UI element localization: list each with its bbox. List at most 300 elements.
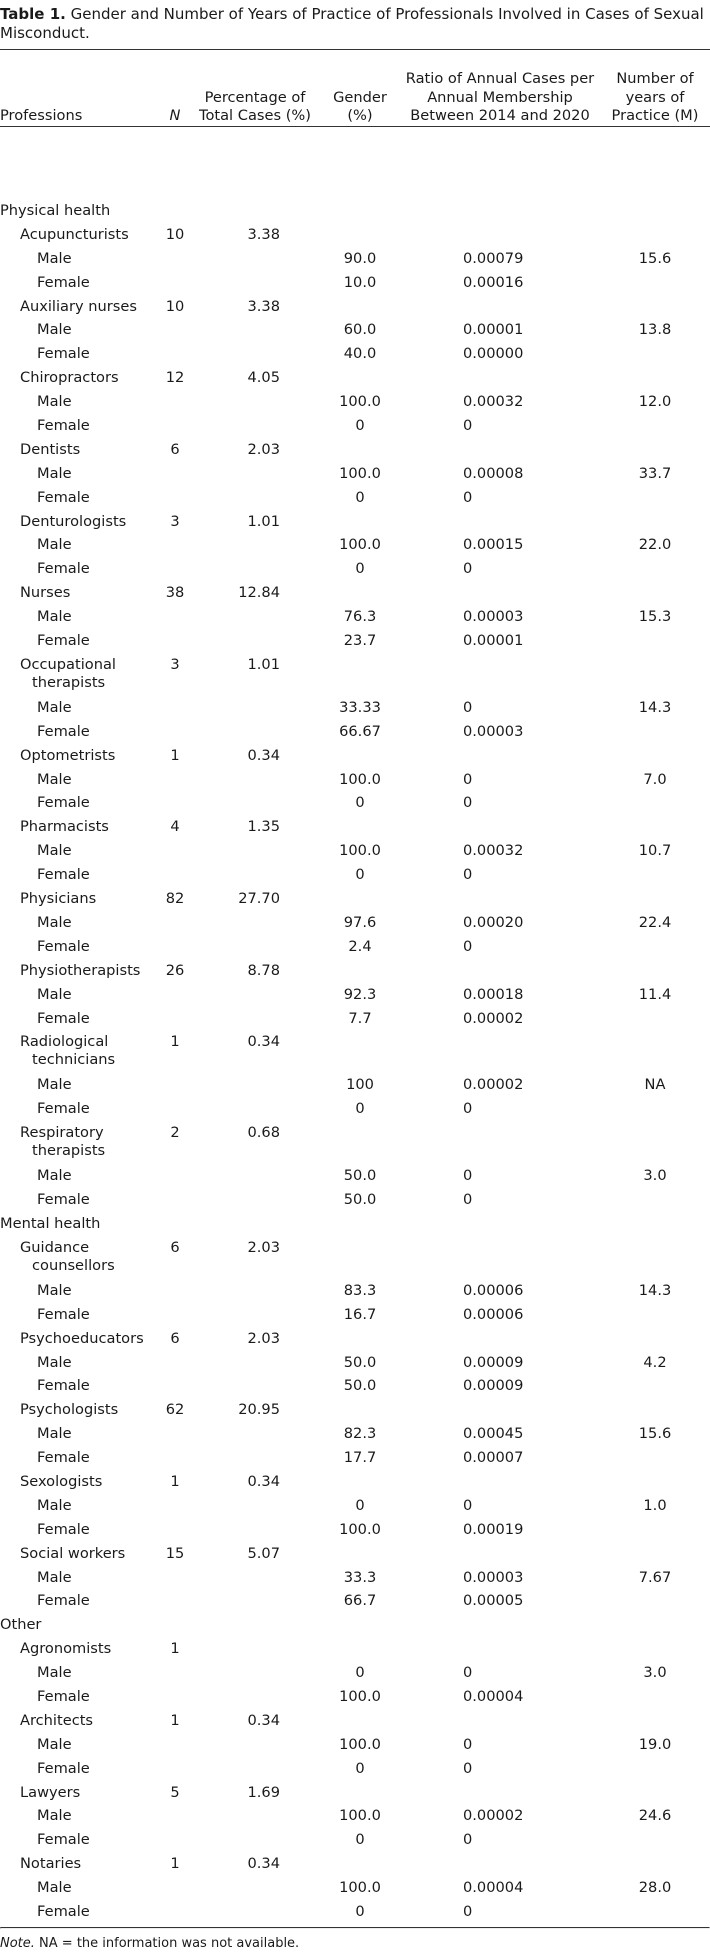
cell-percentage bbox=[190, 1640, 320, 1664]
cell-percentage: 5.07 bbox=[247, 1544, 280, 1562]
profession-row bbox=[0, 369, 710, 393]
gender-row bbox=[0, 1569, 710, 1593]
cell-gender bbox=[320, 584, 400, 608]
cell-ratio: 0.00000 bbox=[463, 345, 524, 363]
gender-label: Male bbox=[37, 1496, 72, 1514]
cell-ratio: 0.00009 bbox=[463, 1377, 524, 1395]
cell-ratio: 0.00004 bbox=[463, 1687, 524, 1705]
gender-label: Female bbox=[37, 1191, 90, 1209]
cell-percentage bbox=[190, 1521, 320, 1545]
cell-ratio: 0.00015 bbox=[463, 536, 524, 554]
cell-percentage bbox=[190, 842, 320, 866]
header-gender: Gender (%) bbox=[333, 88, 387, 124]
cell-ratio: 0.00079 bbox=[463, 249, 524, 267]
profession-row bbox=[0, 1124, 710, 1167]
gender-label: Male bbox=[37, 913, 72, 931]
cell-gender bbox=[320, 1124, 400, 1167]
profession-row bbox=[0, 1330, 710, 1354]
cell-years bbox=[600, 202, 710, 226]
gender-row bbox=[0, 345, 710, 369]
cell-percentage bbox=[190, 1010, 320, 1034]
cell-ratio: 0.00002 bbox=[463, 1076, 524, 1094]
cell-ratio: 0.00045 bbox=[463, 1425, 524, 1443]
section-row bbox=[0, 1616, 710, 1640]
cell-gender: 100.0 bbox=[339, 536, 381, 554]
cell-percentage bbox=[190, 1616, 320, 1640]
cell-n bbox=[160, 986, 190, 1010]
cell-n: 10 bbox=[165, 225, 185, 243]
gender-row bbox=[0, 1306, 710, 1330]
cell-percentage: 2.03 bbox=[247, 440, 280, 458]
cell-years: 4.2 bbox=[643, 1353, 667, 1371]
cell-percentage: 27.70 bbox=[238, 890, 280, 908]
cell-gender: 90.0 bbox=[343, 249, 377, 267]
cell-years: 3.0 bbox=[643, 1664, 667, 1682]
cell-n bbox=[160, 345, 190, 369]
cell-percentage: 1.35 bbox=[247, 818, 280, 836]
cell-gender bbox=[320, 1215, 400, 1239]
cell-percentage: 0.34 bbox=[247, 1033, 280, 1051]
profession-label: Acupuncturists bbox=[20, 225, 129, 243]
gender-row bbox=[0, 1831, 710, 1855]
cell-ratio bbox=[400, 1033, 600, 1076]
cell-percentage bbox=[190, 1306, 320, 1330]
profession-label: Architects bbox=[20, 1711, 94, 1729]
gender-label: Female bbox=[37, 1377, 90, 1395]
cell-percentage bbox=[190, 1191, 320, 1215]
gender-row bbox=[0, 1807, 710, 1831]
cell-years bbox=[600, 1100, 710, 1124]
cell-percentage bbox=[190, 1167, 320, 1191]
cell-gender: 50.0 bbox=[343, 1377, 377, 1395]
cell-n: 38 bbox=[165, 584, 185, 602]
cell-years bbox=[600, 1306, 710, 1330]
gender-label: Female bbox=[37, 632, 90, 650]
cell-n bbox=[160, 608, 190, 632]
cell-gender: 82.3 bbox=[343, 1425, 377, 1443]
cell-years: 14.3 bbox=[638, 1281, 672, 1299]
gender-label: Male bbox=[37, 393, 72, 411]
profession-row bbox=[0, 298, 710, 322]
cell-ratio bbox=[400, 890, 600, 914]
cell-gender bbox=[320, 1473, 400, 1497]
cell-n bbox=[160, 794, 190, 818]
gender-label: Female bbox=[37, 1520, 90, 1538]
cell-percentage bbox=[190, 1215, 320, 1239]
cell-years bbox=[600, 1521, 710, 1545]
cell-ratio: 0 bbox=[463, 770, 473, 788]
cell-n bbox=[160, 632, 190, 656]
cell-n bbox=[160, 866, 190, 890]
cell-n bbox=[160, 1010, 190, 1034]
profession-label bbox=[0, 1239, 160, 1282]
cell-ratio bbox=[400, 513, 600, 537]
cell-years bbox=[600, 1592, 710, 1616]
cell-ratio: 0.00016 bbox=[463, 273, 524, 291]
caption-label: Table 1. bbox=[0, 5, 66, 23]
cell-years bbox=[600, 1215, 710, 1239]
cell-n bbox=[160, 723, 190, 747]
cell-ratio: 0.00005 bbox=[463, 1592, 524, 1610]
profession-row bbox=[0, 1784, 710, 1808]
table-body bbox=[0, 202, 710, 1927]
cell-ratio bbox=[400, 747, 600, 771]
cell-years bbox=[600, 560, 710, 584]
cell-percentage bbox=[190, 771, 320, 795]
gender-label: Male bbox=[37, 770, 72, 788]
gender-label: Female bbox=[37, 1903, 90, 1920]
cell-years bbox=[600, 345, 710, 369]
cell-ratio bbox=[400, 1784, 600, 1808]
cell-percentage bbox=[190, 1736, 320, 1760]
cell-gender bbox=[320, 1640, 400, 1664]
cell-years bbox=[600, 866, 710, 890]
cell-gender: 83.3 bbox=[343, 1281, 377, 1299]
cell-percentage bbox=[190, 1688, 320, 1712]
gender-label: Female bbox=[37, 345, 90, 363]
profession-row bbox=[0, 890, 710, 914]
cell-n bbox=[160, 1449, 190, 1473]
gender-row bbox=[0, 1592, 710, 1616]
cell-percentage: 1.01 bbox=[247, 512, 280, 530]
section-label: Physical health bbox=[0, 202, 111, 219]
cell-years bbox=[600, 938, 710, 962]
cell-n bbox=[160, 938, 190, 962]
gender-label: Male bbox=[37, 1076, 72, 1094]
section-label: Other bbox=[0, 1616, 42, 1634]
cell-percentage: 0.34 bbox=[247, 746, 280, 764]
gender-row bbox=[0, 1282, 710, 1306]
gender-row bbox=[0, 938, 710, 962]
cell-years bbox=[600, 1330, 710, 1354]
header-professions: Professions bbox=[0, 107, 83, 124]
cell-gender bbox=[320, 890, 400, 914]
cell-ratio: 0 bbox=[463, 1100, 473, 1118]
profession-label: Notaries bbox=[20, 1855, 82, 1873]
cell-percentage bbox=[190, 489, 320, 513]
cell-gender bbox=[320, 1855, 400, 1879]
cell-years bbox=[600, 1191, 710, 1215]
gender-label: Female bbox=[37, 866, 90, 884]
profession-row bbox=[0, 1855, 710, 1879]
cell-gender: 92.3 bbox=[343, 985, 377, 1003]
cell-gender: 100.0 bbox=[339, 1520, 381, 1538]
cell-n: 1 bbox=[170, 1472, 180, 1490]
cell-percentage bbox=[190, 274, 320, 298]
cell-years: 3.0 bbox=[643, 1167, 667, 1185]
cell-gender bbox=[320, 1330, 400, 1354]
cell-percentage bbox=[190, 1760, 320, 1784]
cell-gender bbox=[320, 656, 400, 699]
cell-ratio: 0.00020 bbox=[463, 913, 524, 931]
profession-row bbox=[0, 226, 710, 250]
cell-percentage bbox=[190, 1592, 320, 1616]
cell-gender: 66.7 bbox=[343, 1592, 377, 1610]
cell-gender bbox=[320, 1033, 400, 1076]
gender-row bbox=[0, 842, 710, 866]
cell-n bbox=[160, 771, 190, 795]
cell-ratio: 0.00006 bbox=[463, 1305, 524, 1323]
cell-ratio: 0 bbox=[463, 1903, 473, 1920]
gender-label: Female bbox=[37, 722, 90, 740]
cell-gender: 100.0 bbox=[339, 1735, 381, 1753]
cell-ratio bbox=[400, 1124, 600, 1167]
cell-percentage bbox=[190, 1449, 320, 1473]
cell-percentage bbox=[190, 723, 320, 747]
cell-years bbox=[600, 1616, 710, 1640]
table-header bbox=[0, 50, 710, 202]
cell-gender: 60.0 bbox=[343, 321, 377, 339]
cell-n bbox=[160, 465, 190, 489]
cell-gender bbox=[320, 1784, 400, 1808]
cell-n bbox=[160, 1688, 190, 1712]
cell-ratio: 0.00032 bbox=[463, 842, 524, 860]
cell-percentage: 1.69 bbox=[247, 1783, 280, 1801]
cell-gender bbox=[320, 962, 400, 986]
gender-row bbox=[0, 1736, 710, 1760]
cell-years: 15.6 bbox=[638, 249, 672, 267]
gender-row bbox=[0, 1191, 710, 1215]
cell-gender: 0 bbox=[355, 1759, 365, 1777]
cell-percentage bbox=[190, 1377, 320, 1401]
profession-row bbox=[0, 513, 710, 537]
cell-gender bbox=[320, 298, 400, 322]
gender-row bbox=[0, 986, 710, 1010]
cell-ratio: 0.00009 bbox=[463, 1353, 524, 1371]
gender-label: Female bbox=[37, 1305, 90, 1323]
cell-n bbox=[160, 842, 190, 866]
profession-label: Physicians bbox=[20, 890, 97, 908]
cell-years bbox=[600, 1473, 710, 1497]
gender-label: Female bbox=[37, 794, 90, 812]
cell-n bbox=[160, 1736, 190, 1760]
cell-ratio: 0 bbox=[463, 1191, 473, 1209]
cell-years: 24.6 bbox=[638, 1807, 672, 1825]
cell-percentage bbox=[190, 1354, 320, 1378]
gender-label: Male bbox=[37, 698, 72, 716]
cell-years bbox=[600, 1784, 710, 1808]
note-text: NA = the information was not available. bbox=[39, 1935, 300, 1951]
cell-n bbox=[160, 250, 190, 274]
cell-n: 10 bbox=[165, 297, 185, 315]
cell-gender bbox=[320, 369, 400, 393]
cell-n: 12 bbox=[165, 369, 185, 387]
profession-label: Optometrists bbox=[20, 746, 116, 764]
cell-n: 1 bbox=[170, 746, 180, 764]
cell-percentage: 8.78 bbox=[247, 961, 280, 979]
cell-gender bbox=[320, 1616, 400, 1640]
cell-years bbox=[600, 1124, 710, 1167]
cell-years: 19.0 bbox=[638, 1735, 672, 1753]
cell-gender: 10.0 bbox=[343, 273, 377, 291]
cell-years bbox=[600, 1239, 710, 1282]
cell-ratio bbox=[400, 1855, 600, 1879]
cell-gender: 100.0 bbox=[339, 842, 381, 860]
cell-percentage bbox=[190, 465, 320, 489]
profession-label: Physiotherapists bbox=[20, 961, 141, 979]
cell-years: 22.4 bbox=[638, 913, 672, 931]
cell-gender: 2.4 bbox=[348, 937, 372, 955]
cell-n: 4 bbox=[170, 818, 180, 836]
cell-ratio: 0.00001 bbox=[463, 632, 524, 650]
gender-row bbox=[0, 274, 710, 298]
header-years: Number of years of Practice (M) bbox=[611, 70, 699, 124]
cell-percentage bbox=[190, 393, 320, 417]
gender-label: Male bbox=[37, 464, 72, 482]
cell-percentage bbox=[190, 632, 320, 656]
cell-ratio: 0.00003 bbox=[463, 1568, 524, 1586]
cell-ratio: 0.00002 bbox=[463, 1807, 524, 1825]
cell-gender bbox=[320, 747, 400, 771]
cell-years bbox=[600, 1545, 710, 1569]
cell-n bbox=[160, 699, 190, 723]
cell-gender: 0 bbox=[355, 1496, 365, 1514]
gender-label: Male bbox=[37, 321, 72, 339]
profession-label bbox=[0, 1124, 160, 1167]
gender-label: Female bbox=[37, 1009, 90, 1027]
gender-row bbox=[0, 914, 710, 938]
cell-percentage bbox=[190, 866, 320, 890]
profession-label: Denturologists bbox=[20, 512, 127, 530]
cell-n bbox=[160, 202, 190, 226]
cell-years bbox=[600, 226, 710, 250]
cell-gender: 100.0 bbox=[339, 464, 381, 482]
gender-row bbox=[0, 536, 710, 560]
gender-label: Male bbox=[37, 1425, 72, 1443]
cell-years bbox=[600, 890, 710, 914]
cell-gender bbox=[320, 513, 400, 537]
gender-label: Female bbox=[37, 488, 90, 506]
cell-n bbox=[160, 274, 190, 298]
cell-ratio: 0 bbox=[463, 1167, 473, 1185]
profession-label-line1: Occupational bbox=[20, 655, 116, 673]
gender-row bbox=[0, 1664, 710, 1688]
cell-years bbox=[600, 489, 710, 513]
profession-label: Sexologists bbox=[20, 1472, 103, 1490]
cell-n bbox=[160, 1076, 190, 1100]
cell-n: 3 bbox=[170, 655, 180, 673]
profession-label: Dentists bbox=[20, 440, 81, 458]
gender-row bbox=[0, 1521, 710, 1545]
cell-ratio: 0 bbox=[463, 1664, 473, 1682]
cell-n: 6 bbox=[170, 1329, 180, 1347]
cell-gender: 100.0 bbox=[339, 770, 381, 788]
cell-n bbox=[160, 489, 190, 513]
cell-n bbox=[160, 1191, 190, 1215]
cell-ratio bbox=[400, 1239, 600, 1282]
cell-ratio: 0 bbox=[463, 937, 473, 955]
cell-ratio bbox=[400, 656, 600, 699]
cell-ratio bbox=[400, 1473, 600, 1497]
profession-label: Agronomists bbox=[20, 1640, 112, 1658]
gender-label: Female bbox=[37, 1449, 90, 1467]
profession-label: Auxiliary nurses bbox=[20, 297, 137, 315]
cell-percentage bbox=[190, 1282, 320, 1306]
cell-ratio bbox=[400, 584, 600, 608]
cell-gender: 16.7 bbox=[343, 1305, 377, 1323]
cell-n: 1 bbox=[170, 1640, 180, 1658]
cell-percentage: 3.38 bbox=[247, 297, 280, 315]
cell-years bbox=[600, 274, 710, 298]
cell-years bbox=[600, 513, 710, 537]
cell-percentage: 3.38 bbox=[247, 225, 280, 243]
gender-row bbox=[0, 1760, 710, 1784]
gender-label: Male bbox=[37, 608, 72, 626]
profession-row bbox=[0, 1545, 710, 1569]
cell-n bbox=[160, 1377, 190, 1401]
cell-gender bbox=[320, 1545, 400, 1569]
cell-ratio: 0 bbox=[463, 1831, 473, 1849]
profession-row bbox=[0, 1712, 710, 1736]
profession-row bbox=[0, 962, 710, 986]
cell-ratio bbox=[400, 298, 600, 322]
cell-years bbox=[600, 1903, 710, 1927]
cell-ratio: 0.00007 bbox=[463, 1449, 524, 1467]
cell-ratio: 0 bbox=[463, 417, 473, 435]
cell-years: 1.0 bbox=[643, 1496, 667, 1514]
cell-years: 15.6 bbox=[638, 1425, 672, 1443]
cell-n bbox=[160, 1521, 190, 1545]
cell-years bbox=[600, 1855, 710, 1879]
cell-years bbox=[600, 1010, 710, 1034]
cell-gender bbox=[320, 818, 400, 842]
cell-gender: 50.0 bbox=[343, 1353, 377, 1371]
profession-label: Psychoeducators bbox=[20, 1329, 144, 1347]
profession-label-line2: therapists bbox=[32, 1142, 106, 1160]
cell-ratio: 0.00004 bbox=[463, 1879, 524, 1897]
gender-row bbox=[0, 723, 710, 747]
cell-percentage: 0.68 bbox=[247, 1124, 280, 1142]
cell-gender: 100.0 bbox=[339, 1807, 381, 1825]
cell-n: 1 bbox=[170, 1033, 180, 1051]
profession-row bbox=[0, 1239, 710, 1282]
cell-gender bbox=[320, 1712, 400, 1736]
gender-label: Male bbox=[37, 1281, 72, 1299]
cell-years: 15.3 bbox=[638, 608, 672, 626]
cell-gender bbox=[320, 441, 400, 465]
cell-gender bbox=[320, 202, 400, 226]
cell-years bbox=[600, 1401, 710, 1425]
cell-gender: 7.7 bbox=[348, 1009, 372, 1027]
cell-gender: 0 bbox=[355, 560, 365, 578]
section-label: Mental health bbox=[0, 1214, 101, 1232]
cell-percentage: 2.03 bbox=[247, 1238, 280, 1256]
cell-n: 2 bbox=[170, 1124, 180, 1142]
header-n: N bbox=[169, 107, 181, 124]
note-label: Note. bbox=[0, 1935, 35, 1951]
gender-label: Male bbox=[37, 536, 72, 554]
cell-gender: 40.0 bbox=[343, 345, 377, 363]
cell-n bbox=[160, 321, 190, 345]
cell-gender: 66.67 bbox=[339, 722, 381, 740]
gender-label: Female bbox=[37, 1759, 90, 1777]
cell-n bbox=[160, 1497, 190, 1521]
cell-gender: 100.0 bbox=[339, 1687, 381, 1705]
cell-percentage bbox=[190, 417, 320, 441]
table-caption bbox=[0, 0, 710, 43]
cell-years bbox=[600, 747, 710, 771]
cell-ratio: 0.00002 bbox=[463, 1009, 524, 1027]
cell-gender: 100.0 bbox=[339, 1879, 381, 1897]
cell-ratio: 0 bbox=[463, 698, 473, 716]
cell-percentage: 0.34 bbox=[247, 1472, 280, 1490]
cell-n: 26 bbox=[165, 961, 185, 979]
cell-n bbox=[160, 1215, 190, 1239]
cell-ratio: 0.00003 bbox=[463, 722, 524, 740]
cell-n bbox=[160, 1306, 190, 1330]
cell-years bbox=[600, 656, 710, 699]
gender-label: Male bbox=[37, 1807, 72, 1825]
